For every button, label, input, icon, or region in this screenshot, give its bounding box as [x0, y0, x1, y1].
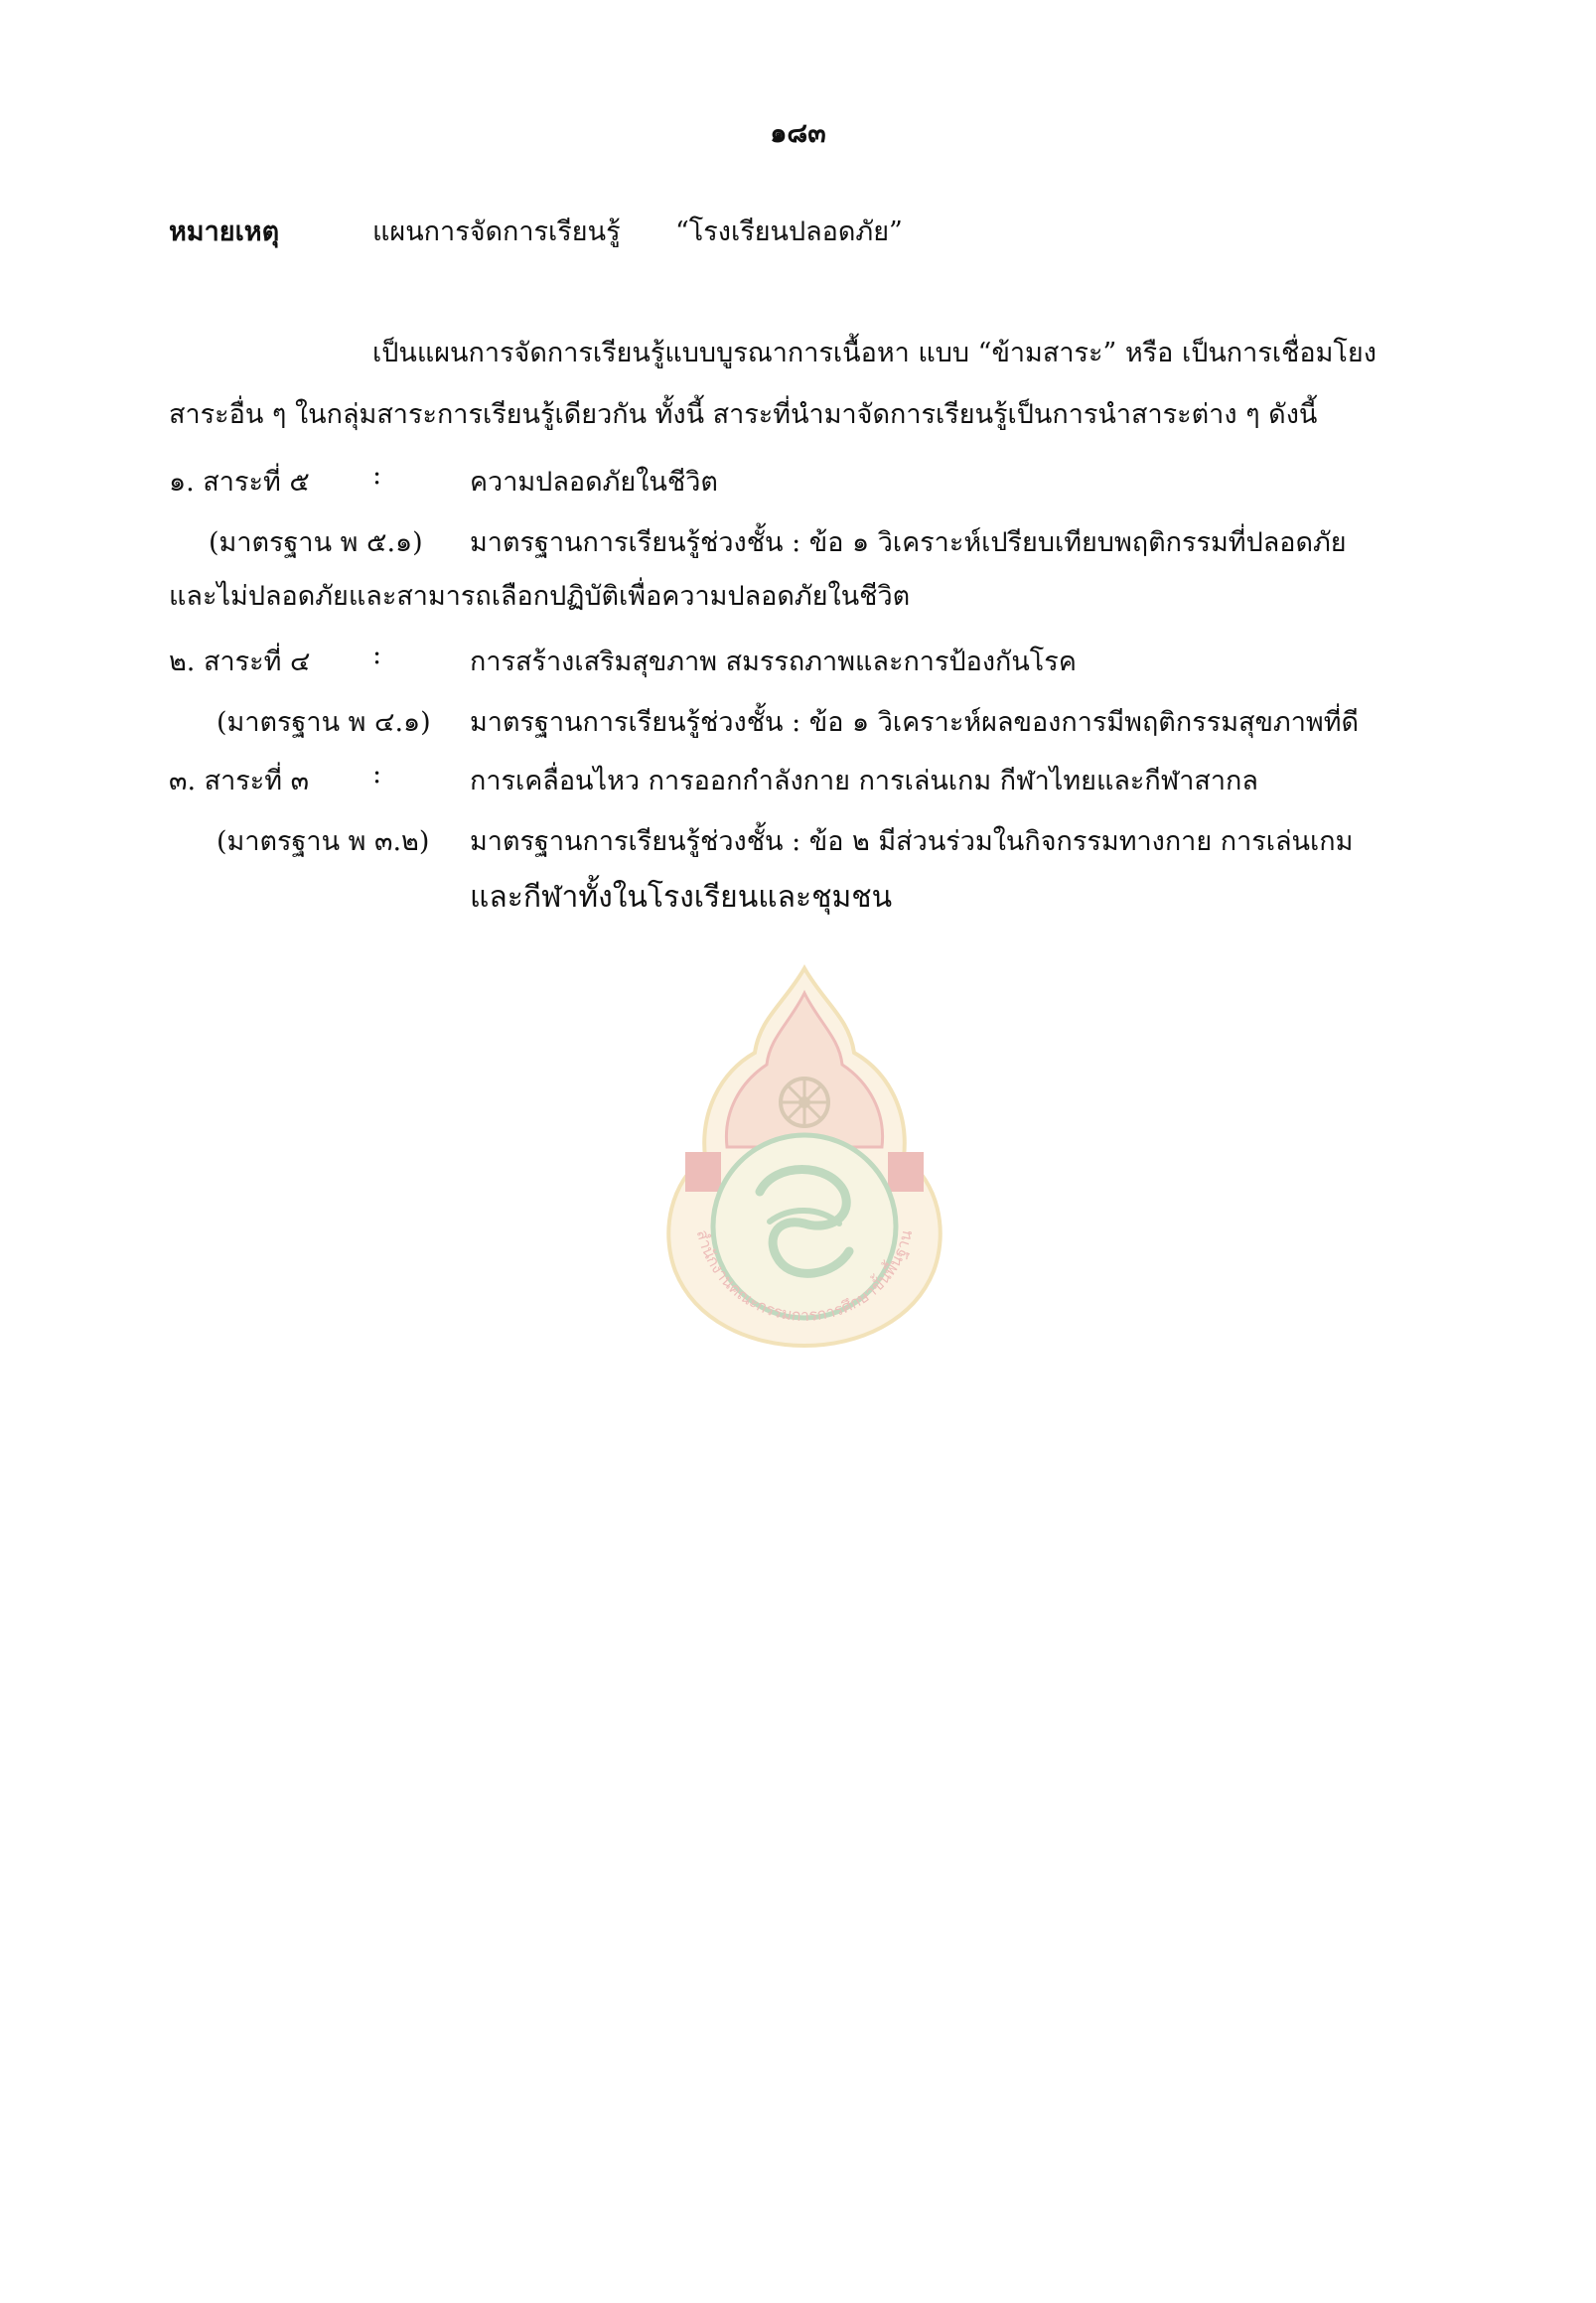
item-3-standard-code: (มาตรฐาน พ ๓.๒) — [217, 826, 430, 857]
item-3-colon: : — [372, 759, 382, 790]
item-2-standard-line-1: มาตรฐานการเรียนรู้ช่วงชั้น : ข้อ ๑ วิเคราะห์ผลของการมีพฤติกรรมสุขภาพที่ดี — [470, 707, 1360, 738]
item-2-title: การสร้างเสริมสุขภาพ สมรรถภาพและการป้องกันโรค — [470, 647, 1077, 677]
item-2-number: ๒. สาระที่ ๔ — [169, 647, 311, 677]
item-1-standard-line-1: มาตรฐานการเรียนรู้ช่วงชั้น : ข้อ ๑ วิเคราะห์เปรียบเทียบพฤติกรรมที่ปลอดภัย — [470, 527, 1347, 558]
intro-line-1: เป็นแผนการจัดการเรียนรู้แบบบูรณาการเนื้อหา แบบ “ข้ามสาระ” หรือ เป็นการเชื่อมโยง — [372, 338, 1377, 368]
item-1-standard-code: (มาตรฐาน พ ๕.๑) — [209, 527, 423, 558]
item-3-title: การเคลื่อนไหว การออกกำลังกาย การเล่นเกม กีฬาไทยและกีฬาสากล — [470, 766, 1258, 796]
emblem-left-flag — [685, 1152, 721, 1192]
plan-title: “โรงเรียนปลอดภัย” — [675, 216, 903, 247]
item-3-standard-line-2: และกีฬาทั้งในโรงเรียนและชุมชน — [470, 880, 893, 915]
obec-emblem-logo — [655, 963, 953, 1351]
note-label: หมายเหตุ — [169, 216, 280, 247]
item-1-title: ความปลอดภัยในชีวิต — [470, 467, 718, 498]
item-1-colon: : — [372, 460, 382, 491]
item-3-standard-line-1: มาตรฐานการเรียนรู้ช่วงชั้น : ข้อ ๒ มีส่วนร่วมในกิจกรรมทางกาย การเล่นเกม — [470, 826, 1354, 857]
page-number: ๑๘๓ — [770, 118, 826, 149]
dharma-wheel-icon — [781, 1079, 828, 1126]
plan-label: แผนการจัดการเรียนรู้ — [372, 216, 621, 247]
item-1-number: ๑. สาระที่ ๕ — [169, 467, 310, 498]
item-3-number: ๓. สาระที่ ๓ — [169, 766, 310, 796]
intro-line-2: สาระอื่น ๆ ในกลุ่มสาระการเรียนรู้เดียวกัน ทั้งนี้ สาระที่นำมาจัดการเรียนรู้เป็นการนำสาระต่าง ๆ ดังนี้ — [169, 399, 1318, 430]
emblem-right-flag — [888, 1152, 924, 1192]
item-2-standard-code: (มาตรฐาน พ ๔.๑) — [217, 707, 431, 738]
emblem-ring-text: สำนักงานคณะกรรมการการศึกษาขั้นพื้นฐาน — [692, 1227, 917, 1325]
item-1-standard-line-2: และไม่ปลอดภัยและสามารถเลือกปฏิบัติเพื่อความปลอดภัยในชีวิต — [169, 581, 911, 612]
item-2-colon: : — [372, 640, 382, 670]
